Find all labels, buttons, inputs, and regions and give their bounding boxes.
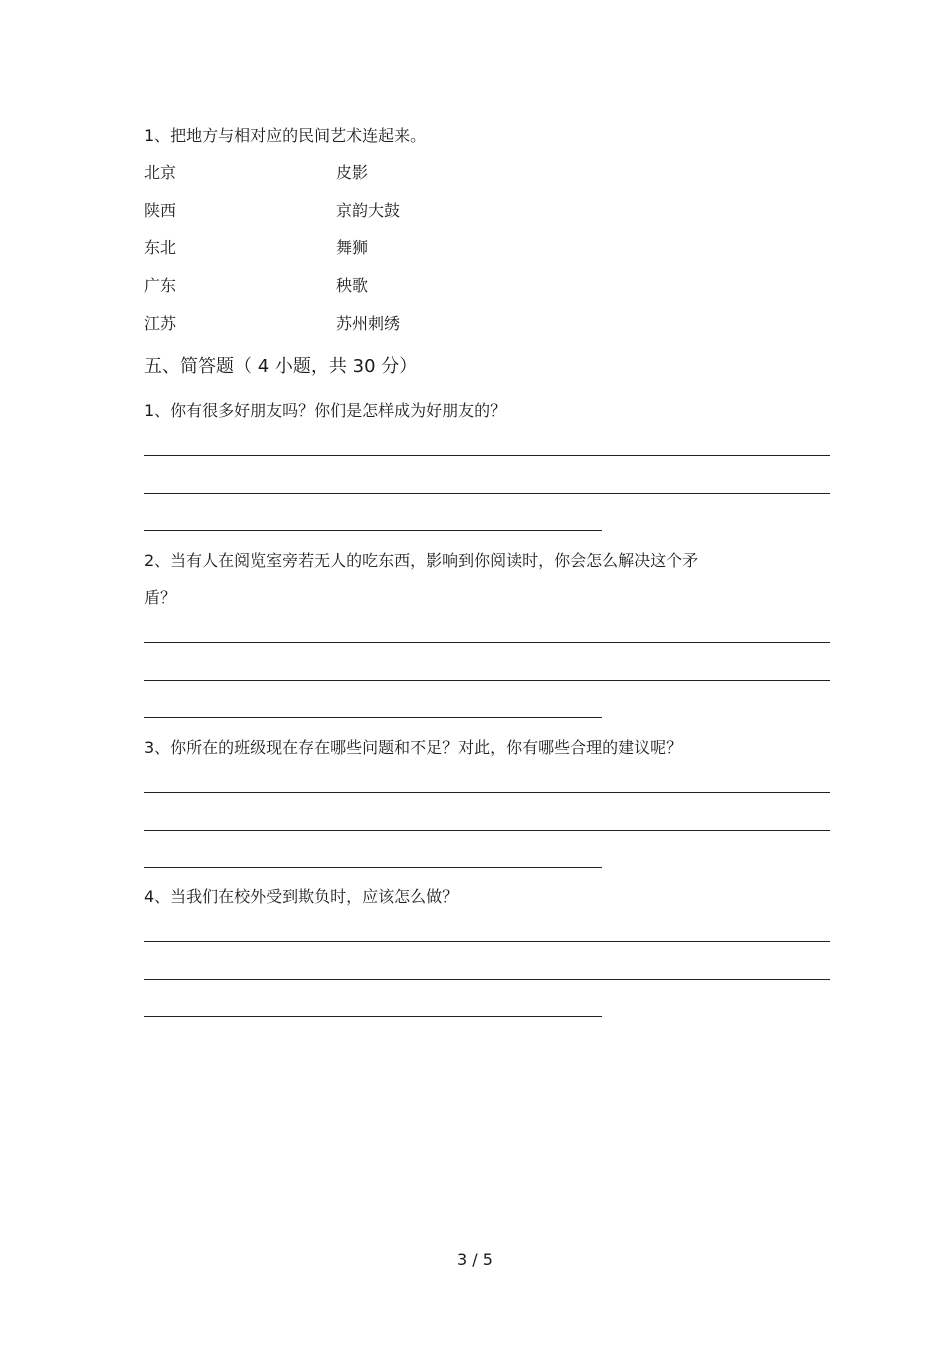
page-number: 3 / 5 bbox=[457, 1250, 493, 1269]
place-item: 北京 bbox=[144, 163, 177, 182]
question-4: 4、当我们在校外受到欺负时，应该怎么做？ bbox=[144, 887, 459, 906]
section-title: 五、简答题（ 4 小题，共 30 分） bbox=[144, 356, 418, 377]
question-2: 2、当有人在阅览室旁若无人的吃东西，影响到你阅读时，你会怎么解决这个矛 bbox=[144, 551, 699, 570]
question-3: 3、你所在的班级现在存在哪些问题和不足？对此，你有哪些合理的建议呢？ bbox=[144, 738, 683, 757]
art-item: 皮影 bbox=[336, 163, 369, 182]
answer-line[interactable] bbox=[144, 717, 602, 718]
answer-line[interactable] bbox=[144, 979, 830, 980]
answer-line[interactable] bbox=[144, 830, 830, 831]
place-item: 广东 bbox=[144, 276, 177, 295]
art-item: 京韵大鼓 bbox=[336, 201, 401, 220]
place-item: 江苏 bbox=[144, 314, 177, 333]
answer-line[interactable] bbox=[144, 792, 830, 793]
art-item: 苏州刺绣 bbox=[336, 314, 401, 333]
art-item: 舞狮 bbox=[336, 238, 369, 257]
question-2-continued: 盾？ bbox=[144, 588, 177, 607]
answer-line[interactable] bbox=[144, 530, 602, 531]
answer-line[interactable] bbox=[144, 941, 830, 942]
answer-line[interactable] bbox=[144, 493, 830, 494]
answer-line[interactable] bbox=[144, 1016, 602, 1017]
place-item: 陕西 bbox=[144, 201, 177, 220]
answer-line[interactable] bbox=[144, 867, 602, 868]
matching-question: 1、把地方与相对应的民间艺术连起来。 bbox=[144, 126, 427, 145]
question-1: 1、你有很多好朋友吗？你们是怎样成为好朋友的？ bbox=[144, 401, 507, 420]
answer-line[interactable] bbox=[144, 455, 830, 456]
answer-line[interactable] bbox=[144, 680, 830, 681]
answer-line[interactable] bbox=[144, 642, 830, 643]
place-item: 东北 bbox=[144, 238, 177, 257]
art-item: 秧歌 bbox=[336, 276, 369, 295]
